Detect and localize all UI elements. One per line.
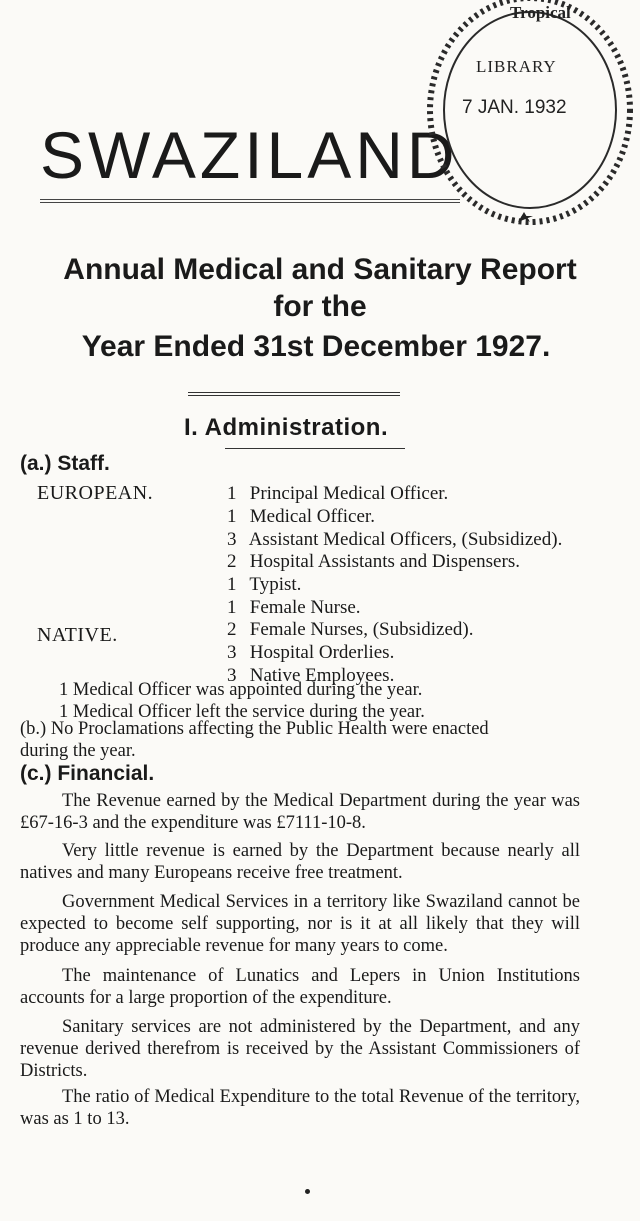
staff-row: 2 Hospital Assistants and Dispensers. [227, 551, 520, 572]
stamp-ring-text: Tropical [510, 3, 571, 22]
european-label: EUROPEAN. [37, 482, 154, 504]
financial-paragraph: Sanitary services are not administered by the Department, and any revenue derived therefrom is received by the Assistant Commissioners of Districts. [20, 1017, 580, 1081]
staff-row: 3 Assistant Medical Officers, (Subsidized). [227, 529, 563, 550]
country-title: SWAZILAND [40, 118, 459, 192]
staff-note: 1 Medical Officer was appointed during the year. [59, 680, 423, 700]
financial-paragraph: Government Medical Services in a territory like Swaziland cannot be expected to become self supporting, nor is it at all likely that they will produce any appreciable revenue for many years to come. [20, 892, 580, 956]
proclamations-line-1: (b.) No Proclamations affecting the Public Health were enacted [20, 719, 489, 739]
financial-paragraph: The maintenance of Lunatics and Lepers in Union Institutions accounts for a large proportion of the expenditure. [20, 966, 580, 1008]
financial-subheading: (c.) Financial. [20, 762, 155, 785]
staff-row: 1 Female Nurse. [227, 597, 361, 618]
stamp-date-text: 7 JAN. 1932 [462, 97, 567, 118]
section-heading-underline [225, 448, 405, 449]
staff-row: 1 Medical Officer. [227, 506, 375, 527]
title-divider [188, 392, 400, 398]
star-icon [518, 212, 533, 222]
page-mark [305, 1189, 310, 1194]
report-title-line-1: Annual Medical and Sanitary Report [63, 253, 577, 286]
staff-row: 1 Principal Medical Officer. [227, 483, 449, 504]
country-underline [40, 199, 460, 203]
native-label: NATIVE. [37, 624, 118, 646]
staff-note: 1 Medical Officer left the service during the year. [59, 702, 425, 722]
section-heading: I. Administration. [184, 414, 389, 441]
proclamations-line-2: during the year. [20, 741, 136, 761]
library-stamp [418, 0, 640, 240]
report-title-line-2: for the [273, 290, 367, 323]
report-title-line-3: Year Ended 31st December 1927. [81, 330, 551, 363]
staff-row: 2 Female Nurses, (Subsidized). [227, 619, 474, 640]
financial-paragraph: Very little revenue is earned by the Department because nearly all natives and many Europeans receive free treatment. [20, 841, 580, 883]
financial-paragraph: The Revenue earned by the Medical Department during the year was £67-16-3 and the expenditure was £7111-10-8. [20, 791, 580, 833]
financial-paragraph: The ratio of Medical Expenditure to the total Revenue of the territory, was as 1 to 13. [20, 1087, 580, 1129]
staff-row: 3 Native Employees. [227, 665, 395, 686]
staff-row: 1 Typist. [227, 574, 302, 595]
stamp-library-text: LIBRARY [476, 57, 557, 76]
staff-row: 3 Hospital Orderlies. [227, 642, 395, 663]
staff-subheading: (a.) Staff. [20, 452, 110, 475]
